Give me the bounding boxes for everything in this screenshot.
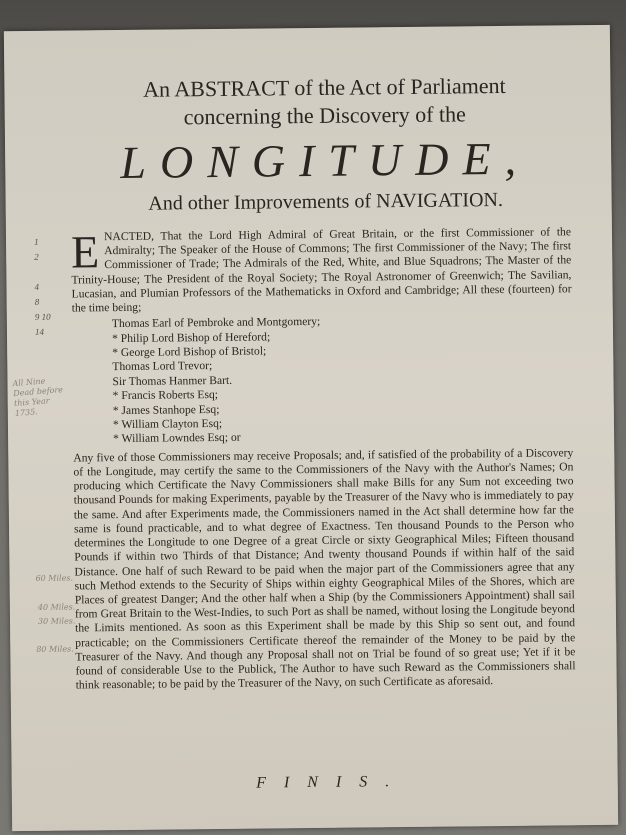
commissioner-item: * William Lowndes Esq; or [113, 431, 241, 446]
margin-note-80-miles: 80 Miles. [36, 644, 74, 654]
commissioner-item: * Francis Roberts Esq; [112, 388, 219, 403]
line-number: 9 10 [34, 311, 51, 322]
commissioner-item: Thomas Lord Trevor; [112, 359, 213, 374]
line-number: 8 [34, 296, 40, 307]
intro-paragraph [71, 225, 572, 315]
commissioner-item: * William Clayton Esq; [112, 416, 223, 432]
title-line-4: And other Improvements of NAVIGATION. [148, 188, 504, 215]
commissioner-item: * Philip Lord Bishop of Hereford; [111, 330, 271, 345]
margin-note-30-miles: 30 Miles. [37, 616, 76, 626]
commissioner-item: * James Stanhope Esq; [112, 402, 220, 417]
line-number: 4 [34, 281, 40, 292]
main-paragraph: Any five of those Commissioners may receive Proposals; and, if satisfied of the probability of a Discovery of the Longitude, may certify the same to the Commissioners of the Navy with the Author's Names; On producing which Certificate the Navy Commissioners shall make Bills for any Sum not exceeding two thousand Pounds for making Experiments, payable by the Treasurer of the Navy who is immediately to pay the same. And after Experiments made, the Commissioners named in the Act shall determine how far the same is found practicable, and to what degree of Exactness. Ten thousand Pounds to the Person who determines the Longitude to one Degree of a great Circle or sixty Geographical Miles; Fifteen thousand Pounds if within two Thirds of that Distance; And twenty thousand Pounds if within half of the said Distance. One half of such Reward to be paid when the major part of the Commissioners agree that any such Method extends to the Security of Ships within eighty Geographical Miles of the Shores, which are Places of greatest Danger; And the other half when a Ship (by the Commissioners Appointment) shall sail from Great Britain to the West-Indies, to such Port as shall be named, without losing the Longitude beyond the Limits mentioned. As soon as this Experiment shall be made by this Ship so sent out, and found practicable; on the Commissioners Certificate thereof the remainder of the Money to be paid by the Treasurer of the Navy. And though any Proposal shall not on Trial be found of so great use; Yet if it be found of considerable Use to the Publick, The Author to have such Reward as the Commissioners shall think reasonable; to be paid by the Treasurer of the Navy, on such Certificate as aforesaid. [73, 446, 576, 692]
commissioner-item: Sir Thomas Hanmer Bart. [112, 373, 233, 388]
title-line-2: concerning the Discovery of the [183, 101, 466, 130]
margin-note-dead: All Nine Dead before this Year 1735. [12, 376, 64, 419]
commissioner-list [112, 312, 573, 446]
intro-text: NACTED, That the Lord High Admiral of Great Britain, or the first Commissioner of the Admiralty; The Speaker of the House of Commons; The first Commissioner of the Navy; The first Commissioner of Trade; The Admirals of the Red, White, and Blue Squadrons; The Master of the Trinity-House; The President of the Royal Society; The Royal Astronomer of Greenwich; The Savilian, Lucasian, and Plumian Professors of the Mathematicks in Oxford and Cambridge; All these (fourteen) for the time being; [71, 225, 572, 315]
title-line-1: An ABSTRACT of the Act of Parliament [143, 72, 506, 102]
line-number: 14 [34, 326, 45, 337]
margin-note-60-miles: 60 Miles. [35, 573, 74, 583]
line-number: 2 [34, 251, 39, 262]
commissioner-item: * George Lord Bishop of Bristol; [112, 344, 267, 360]
dropcap-letter: E [70, 226, 100, 278]
commissioner-item: Thomas Earl of Pembroke and Montgomery; [111, 315, 321, 331]
document-page [4, 25, 618, 831]
margin-note-40-miles: 40 Miles. [37, 602, 76, 612]
document-body [71, 225, 576, 693]
finis-text: FINIS. [256, 773, 408, 792]
line-number: 1 [33, 236, 39, 247]
title-longitude: LONGITUDE, [120, 132, 531, 188]
